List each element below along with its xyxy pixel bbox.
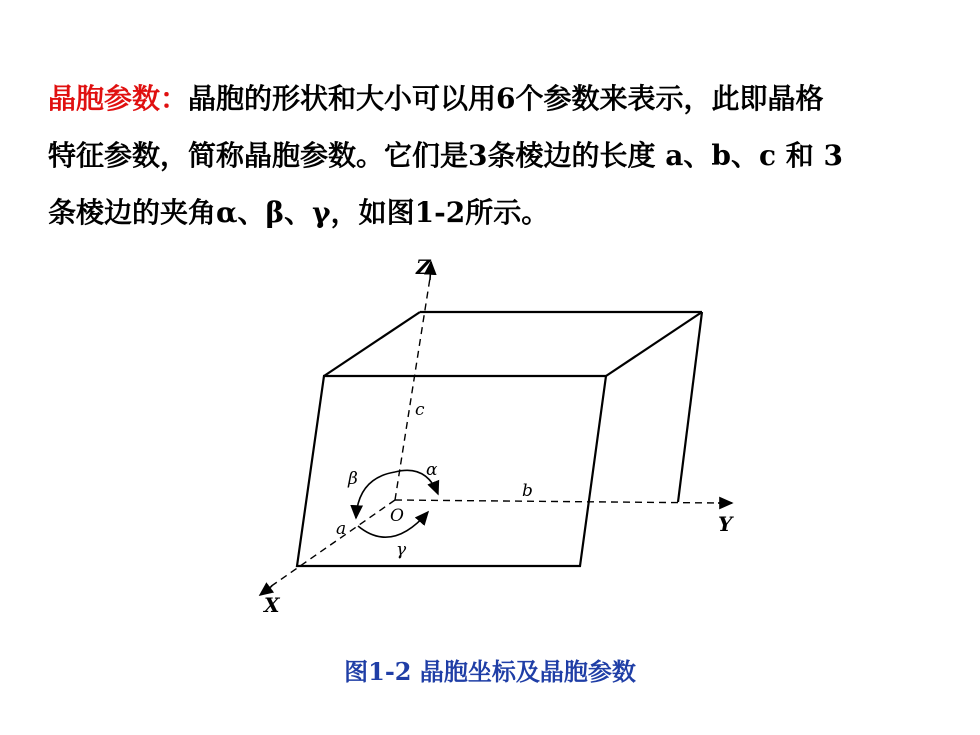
alpha-label: α xyxy=(426,460,438,480)
edge-a-label: a xyxy=(336,519,347,539)
origin-label: O xyxy=(390,506,404,526)
edge-b-label: b xyxy=(522,481,533,501)
z-axis-label: Z xyxy=(416,255,431,279)
unit-cell-diagram xyxy=(240,250,760,620)
cell-edges xyxy=(297,312,702,566)
unit-cell-figure xyxy=(240,250,760,620)
x-axis xyxy=(270,500,395,587)
paragraph-line-2: 特征参数，简称晶胞参数。它们是3条棱边的长度 a、b、c 和 3 xyxy=(48,139,843,172)
top-right-edge xyxy=(606,312,702,376)
term-heading: 晶胞参数： xyxy=(48,82,189,115)
y-axis-label: Y xyxy=(718,512,733,536)
figure-caption: 图1-2 晶胞坐标及晶胞参数 xyxy=(344,657,636,686)
body-paragraph xyxy=(48,70,963,241)
paragraph-line-3: 条棱边的夹角α、β、γ，如图1-2所示。 xyxy=(48,196,550,229)
top-left-edge xyxy=(324,312,420,376)
x-axis-label: X xyxy=(264,593,280,617)
beta-label: β xyxy=(348,469,358,489)
gamma-label: γ xyxy=(396,540,407,560)
paragraph-line-1 xyxy=(48,70,963,127)
line-1-text: 晶胞的形状和大小可以用6个参数来表示，此即晶格 xyxy=(188,82,824,115)
edge-c-label: c xyxy=(415,400,425,420)
y-axis xyxy=(395,500,720,503)
back-right-edge xyxy=(678,312,702,502)
